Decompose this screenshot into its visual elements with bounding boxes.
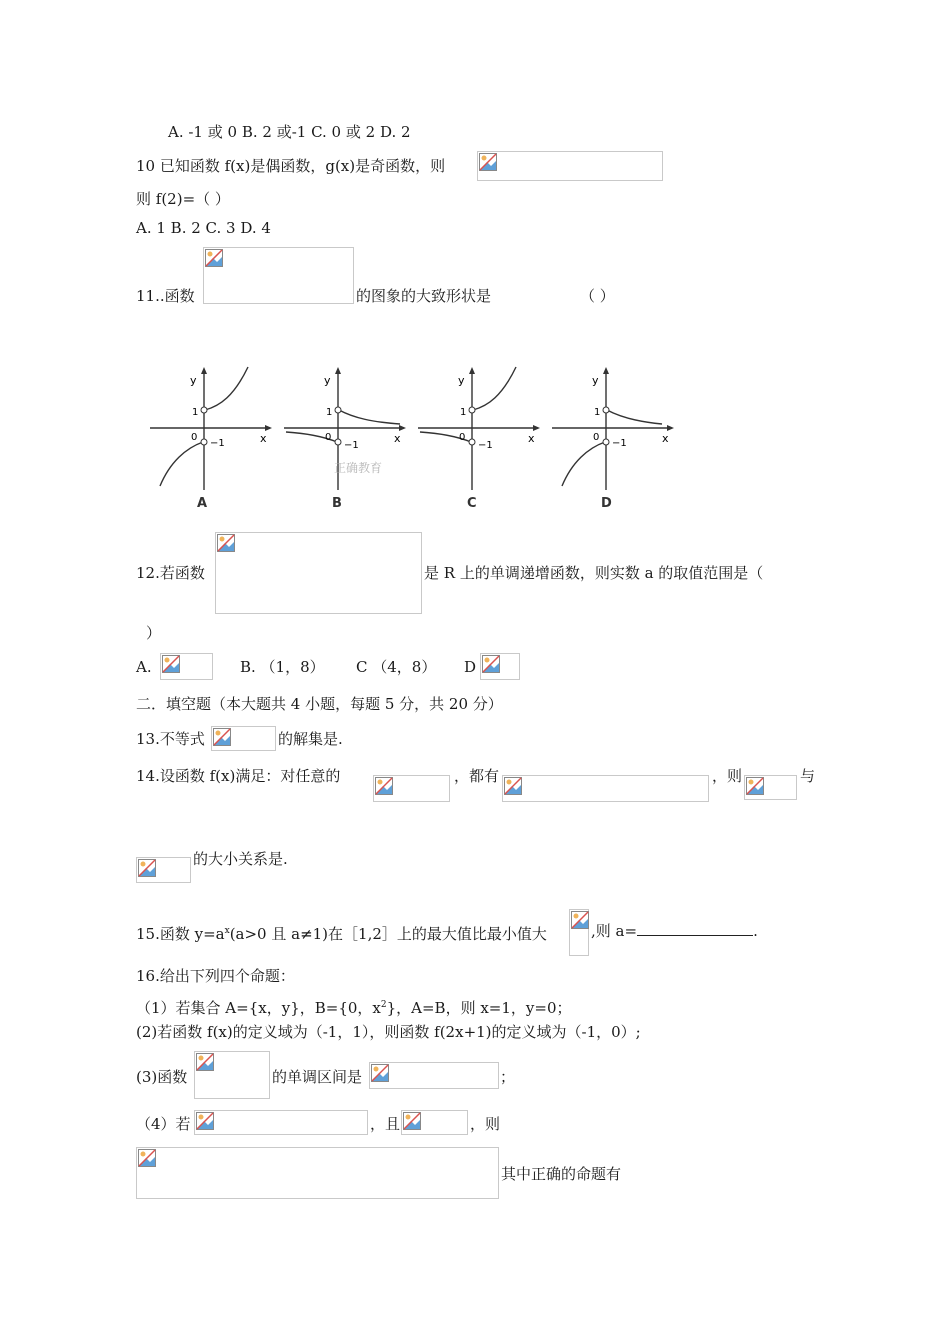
graph-b-label: B — [332, 496, 342, 511]
q16-prop4-mid: ，且 — [370, 1115, 401, 1133]
graph-c-label: C — [467, 496, 477, 511]
svg-text:−1: −1 — [478, 440, 493, 451]
q16-prop4-condition1-image — [194, 1110, 368, 1135]
broken-image-icon — [371, 1064, 389, 1082]
broken-image-icon — [375, 777, 393, 795]
q16-prop3-function-image — [194, 1051, 270, 1099]
broken-image-icon — [196, 1112, 214, 1130]
broken-image-icon — [571, 911, 589, 929]
q16-prop3-prefix: (3)函数 — [136, 1068, 188, 1086]
broken-image-icon — [213, 728, 231, 746]
q14-value1-image — [744, 775, 797, 800]
broken-image-icon — [479, 153, 497, 171]
q12-option-d-image — [480, 653, 520, 680]
svg-text:−1: −1 — [344, 440, 359, 451]
graph-a — [148, 362, 278, 492]
q16-prop1-b: }，A=B，则 x=1，y=0； — [386, 999, 572, 1017]
q14-value2-image — [136, 857, 191, 883]
q14-mid: ，都有 — [454, 767, 500, 785]
q10-formula-image — [477, 151, 663, 181]
q16-prop2: (2)若函数 f(x)的定义域为（-1，1），则函数 f(2x+1)的定义域为（-1，0）; — [136, 1023, 641, 1041]
q16-prop3-interval-image — [369, 1062, 499, 1089]
broken-image-icon — [482, 655, 500, 673]
broken-image-icon — [196, 1053, 214, 1071]
svg-text:0: 0 — [459, 432, 466, 443]
q15-prefix: 15.函数 y=a — [136, 925, 225, 943]
svg-text:y: y — [324, 374, 331, 387]
q16-prop4-end: ，则 — [470, 1115, 501, 1133]
q15-suffix: ,则 a= — [591, 922, 638, 940]
broken-image-icon — [217, 534, 235, 552]
q16-prop1 — [136, 995, 572, 1018]
q15-answer — [591, 921, 758, 941]
q12-formula-image — [215, 532, 422, 614]
q12-option-d-label: D — [464, 658, 477, 676]
q15-fraction-image — [569, 909, 589, 956]
svg-text:x: x — [260, 432, 267, 445]
q12-close-paren: ） — [146, 624, 162, 642]
q15-end: . — [753, 922, 758, 940]
q14-equation-image — [502, 775, 709, 802]
broken-image-icon — [162, 655, 180, 673]
q12-suffix: 是 R 上的单调递增函数，则实数 a 的取值范围是（ — [424, 564, 764, 582]
q16-prop4-conclusion-image — [136, 1147, 499, 1199]
svg-text:x: x — [394, 432, 401, 445]
q16-prop3-mid: 的单调区间是 — [272, 1068, 363, 1086]
graph-d-label: D — [601, 496, 612, 511]
q13-prefix: 13.不等式 — [136, 730, 205, 748]
svg-text:0: 0 — [191, 432, 198, 443]
broken-image-icon — [138, 859, 156, 877]
svg-text:1: 1 — [594, 407, 601, 418]
svg-text:1: 1 — [460, 407, 467, 418]
svg-text:x: x — [662, 432, 669, 445]
q12-option-a-label: A. — [136, 658, 152, 676]
q10-options: A. 1 B. 2 C. 3 D. 4 — [136, 219, 271, 237]
svg-text:−1: −1 — [612, 438, 627, 449]
graph-a-label: A — [197, 496, 208, 511]
q15-stem — [136, 921, 547, 944]
q9-options: A. -1 或 0 B. 2 或-1 C. 0 或 2 D. 2 — [168, 123, 411, 141]
q13-suffix: 的解集是. — [278, 730, 343, 748]
svg-text:y: y — [458, 374, 465, 387]
graph-d — [550, 362, 680, 492]
q15-mid: (a>0 且 a≠1)在［1,2］上的最大值比最小值大 — [229, 925, 547, 943]
q16-title: 16.给出下列四个命题： — [136, 967, 295, 985]
q12-prefix: 12.若函数 — [136, 564, 205, 582]
q16-prop1-sup: 2 — [380, 1000, 387, 1010]
q16-prop1-a: （1）若集合 A={x，y}，B={0，x — [136, 999, 381, 1017]
q16-prop3-end: ； — [500, 1068, 516, 1086]
q14-tail: 的大小关系是. — [193, 850, 288, 868]
q14-and: 与 — [800, 767, 816, 785]
q12-option-b: B. （1，8） — [240, 658, 325, 676]
q14-then: ，则 — [712, 767, 743, 785]
q16-prop4-prefix: （4）若 — [136, 1115, 191, 1133]
svg-text:0: 0 — [593, 432, 600, 443]
q16-prop4-condition2-image — [401, 1110, 468, 1135]
q10-question: 则 f(2)=（ ） — [136, 190, 230, 208]
q15-answer-blank[interactable] — [637, 921, 753, 936]
svg-text:0: 0 — [325, 432, 332, 443]
q14-condition-image — [373, 775, 450, 802]
q16-conclusion: 其中正确的命题有 — [501, 1165, 622, 1183]
q13-formula-image — [211, 726, 276, 751]
svg-text:y: y — [592, 374, 599, 387]
svg-text:1: 1 — [326, 407, 333, 418]
svg-text:1: 1 — [192, 407, 199, 418]
svg-text:x: x — [528, 432, 535, 445]
svg-text:y: y — [190, 374, 197, 387]
broken-image-icon — [746, 777, 764, 795]
q12-option-c: C （4，8） — [356, 658, 437, 676]
broken-image-icon — [205, 249, 223, 267]
section-heading: 二．填空题（本大题共 4 小题，每题 5 分，共 20 分） — [136, 695, 503, 713]
q12-option-a-image — [160, 653, 213, 680]
broken-image-icon — [403, 1112, 421, 1130]
q11-answer-paren: （ ） — [580, 287, 615, 305]
q10-stem: 10 已知函数 f(x)是偶函数，g(x)是奇函数，则 — [136, 157, 446, 175]
q11-suffix: 的图象的大致形状是 — [356, 287, 492, 305]
watermark-text: 正确教育 — [334, 461, 383, 475]
q14-prefix: 14.设函数 f(x)满足：对任意的 — [136, 767, 341, 785]
q15-exponent: x — [224, 926, 230, 936]
graph-c — [416, 362, 546, 492]
q11-formula-image — [203, 247, 354, 304]
broken-image-icon — [504, 777, 522, 795]
q11-prefix: 11..函数 — [136, 287, 195, 305]
broken-image-icon — [138, 1149, 156, 1167]
svg-text:−1: −1 — [210, 438, 225, 449]
